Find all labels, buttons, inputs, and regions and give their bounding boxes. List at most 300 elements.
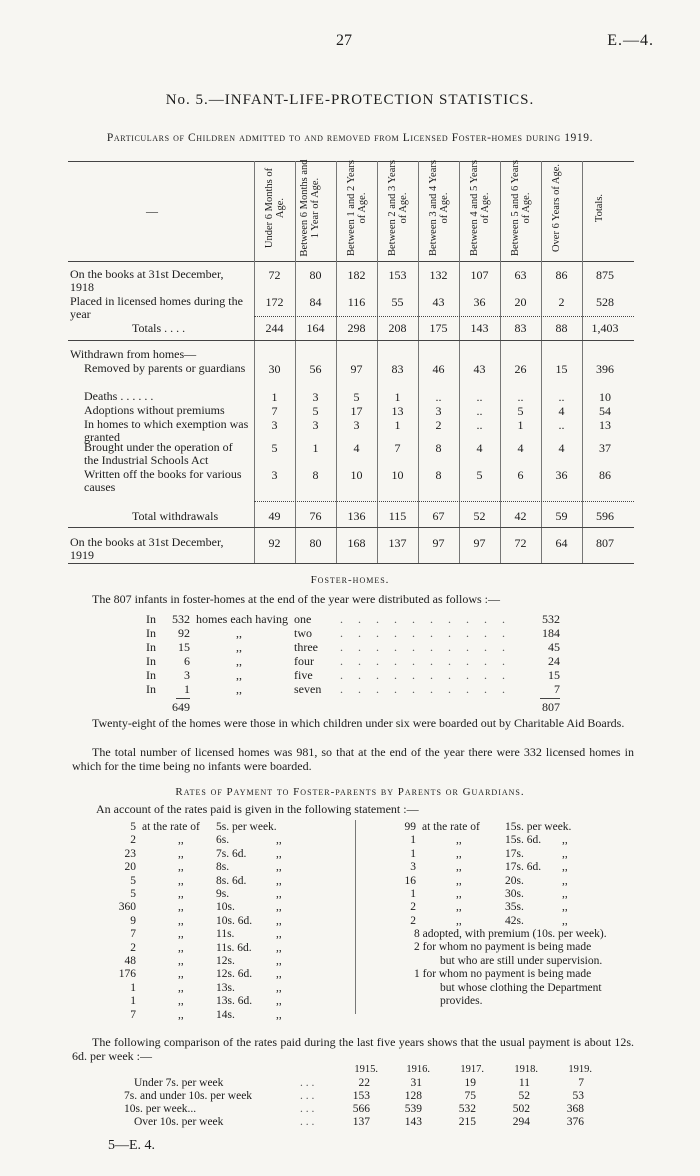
table-cell: 36 <box>473 295 486 309</box>
rate-value: 42s. <box>505 914 524 927</box>
table-cell: 175 <box>429 321 448 335</box>
dist-homes: 15 <box>178 640 190 654</box>
table-cell: .. <box>476 418 483 432</box>
table-cell: 86 <box>555 268 568 282</box>
row-label: Removed by parents or guardians <box>84 361 246 375</box>
table-cell: 528 <box>596 295 614 309</box>
dist-leader: . . . . . . . . . . <box>340 612 511 626</box>
comparison-cell: 376 <box>566 1116 584 1128</box>
comparison-cell: 53 <box>572 1090 584 1102</box>
rate-value: 10s. 6d. <box>216 914 253 927</box>
table-cell: 88 <box>555 321 568 335</box>
rate-at: ,, <box>178 995 184 1008</box>
comparison-label: Over 10s. per week <box>134 1116 224 1128</box>
table-cell: 43 <box>432 295 445 309</box>
row-label: Totals . . . . <box>132 321 186 335</box>
year-header: 1918. <box>514 1064 538 1075</box>
dist-count: 532 <box>542 612 560 626</box>
year-header: 1919. <box>568 1064 592 1075</box>
rate-ditto: ,, <box>276 834 282 847</box>
rate-count: 2 <box>410 914 416 927</box>
dist-pre: In <box>146 682 156 696</box>
rate-count: 1 <box>410 888 416 900</box>
table-cell: 136 <box>347 509 366 523</box>
rate-ditto: ,, <box>276 981 282 994</box>
comparison-cell: 502 <box>512 1103 530 1115</box>
table-cell: 5 <box>271 441 278 455</box>
withdrawals-rule <box>254 501 634 502</box>
rate-at: ,, <box>178 1008 184 1021</box>
rate-at: ,, <box>178 914 184 927</box>
rate-count: 1 <box>130 981 136 994</box>
dist-leader: . . . . . . . . . . <box>340 640 511 654</box>
rate-count: 5 <box>130 821 136 833</box>
rate-at: ,, <box>178 901 184 914</box>
rate-ditto: ,, <box>276 914 282 927</box>
table-cell: 86 <box>599 468 611 482</box>
table-cell: 208 <box>388 321 407 335</box>
comparison-cell: 294 <box>512 1116 530 1128</box>
rate-at: ,, <box>178 834 184 847</box>
table-bottom-rule <box>68 563 634 564</box>
rate-count: 48 <box>124 955 136 967</box>
dist-mid: ,, <box>236 654 242 668</box>
dist-count: 7 <box>554 682 560 696</box>
table-cell: 5 <box>312 404 319 418</box>
column-header: Between 4 and 5 Years of Age. <box>468 160 491 256</box>
table-cell: 116 <box>347 295 366 309</box>
table-cell: 7 <box>271 404 278 418</box>
table-cell: 164 <box>306 321 325 335</box>
row-label: On the books at 31st December, 1919 <box>70 535 224 562</box>
table-cell: 84 <box>309 295 322 309</box>
rate-value: 12s. 6d. <box>216 968 253 981</box>
table-cell: 37 <box>599 441 611 455</box>
table-subtitle: Particulars of Children admitted to and removed from Licensed Foster-homes during 1919. <box>106 132 594 144</box>
table-cell: 13 <box>599 418 611 432</box>
table-cell: 168 <box>347 536 366 550</box>
rate-value: 15s. 6d. <box>505 834 542 847</box>
dist-mid: ,, <box>236 668 242 682</box>
table-cell: 26 <box>514 362 527 376</box>
rate-at: ,, <box>456 901 462 914</box>
table-cell: 36 <box>555 468 568 482</box>
table-cell: 92 <box>268 536 281 550</box>
table-cell: 5 <box>517 404 524 418</box>
rate-value: 15s. per week. <box>505 821 572 833</box>
rate-count: 16 <box>404 874 416 887</box>
rate-value: 10s. <box>216 901 235 914</box>
rate-ditto: ,, <box>562 901 568 914</box>
rate-value: 14s. <box>216 1008 235 1021</box>
comparison-label: 10s. per week... <box>124 1103 197 1115</box>
foster-paragraph-1: Twenty-eight of the homes were those in which children under six were boarded out by Charitable Aid Boards. <box>92 716 625 730</box>
table-cell: 132 <box>429 268 448 282</box>
page-number: 27 <box>336 32 352 49</box>
row-label: Placed in licensed homes during the year <box>70 294 243 321</box>
comparison-leader: . . . <box>300 1116 315 1128</box>
column-header: Between 2 and 3 Years of Age. <box>386 160 409 256</box>
table-cell: 298 <box>347 321 366 335</box>
rate-count: 9 <box>130 914 136 927</box>
table-cell: .. <box>476 404 483 418</box>
rate-at: ,, <box>456 834 462 847</box>
comparison-cell: 75 <box>464 1090 476 1102</box>
dist-total-rule <box>540 698 560 699</box>
rate-count: 2 <box>130 941 136 954</box>
table-cell: 72 <box>514 536 527 550</box>
table-cell: .. <box>476 390 483 404</box>
table-cell: 396 <box>596 362 614 376</box>
table-cell: 20 <box>514 295 527 309</box>
rate-ditto: ,, <box>276 968 282 981</box>
table-cell: 3 <box>312 418 319 432</box>
table-cell: 56 <box>309 362 322 376</box>
rate-ditto: ,, <box>276 874 282 887</box>
page-footer: 5—E. 4. <box>108 1138 156 1153</box>
table-cell: 3 <box>312 390 319 404</box>
rate-ditto: ,, <box>276 928 282 941</box>
comparison-cell: 31 <box>410 1077 422 1089</box>
table-cell: 8 <box>435 441 442 455</box>
table-cell: 63 <box>514 268 527 282</box>
rate-value: 13s. 6d. <box>216 995 253 1008</box>
dist-pre: In <box>146 654 156 668</box>
table-cell: 10 <box>599 390 611 404</box>
rate-ditto: ,, <box>562 861 568 874</box>
table-cell: 137 <box>388 536 407 550</box>
table-cell: 52 <box>473 509 486 523</box>
comparison-leader: . . . <box>300 1077 315 1089</box>
rate-at: ,, <box>178 928 184 941</box>
rate-ditto: ,, <box>562 914 568 927</box>
table-cell: 182 <box>347 268 366 282</box>
dist-count: 45 <box>548 640 560 654</box>
dist-total-homes: 649 <box>172 700 190 714</box>
rate-value: 17s. 6d. <box>505 861 542 874</box>
table-cell: 43 <box>473 362 486 376</box>
rate-count: 2 <box>130 834 136 847</box>
rate-value: 8s. 6d. <box>216 874 247 887</box>
table-cell: 6 <box>517 468 524 482</box>
table-cell: 153 <box>388 268 407 282</box>
dist-mid: ,, <box>236 682 242 696</box>
column-header: Between 1 and 2 Years of Age. <box>345 160 368 256</box>
dist-leader: . . . . . . . . . . <box>340 654 511 668</box>
comparison-cell: 128 <box>404 1090 422 1102</box>
rate-ditto: ,, <box>276 847 282 860</box>
table-cell: 4 <box>353 441 360 455</box>
rate-ditto: ,, <box>276 861 282 874</box>
dist-kind: four <box>294 654 314 668</box>
dist-kind: three <box>294 640 318 654</box>
year-header: 1917. <box>460 1064 484 1075</box>
foster-intro: The 807 infants in foster-homes at the end of the year were distributed as follows :— <box>92 592 500 606</box>
rate-value: 11s. 6d. <box>216 941 252 954</box>
rates-intro: An account of the rates paid is given in the following statement :— <box>96 802 419 816</box>
table-cell: 1 <box>271 390 278 404</box>
table-cell: 807 <box>596 536 614 550</box>
dist-mid: ,, <box>236 640 242 654</box>
dist-kind: seven <box>294 682 322 696</box>
rate-count: 20 <box>124 861 136 874</box>
rate-at: ,, <box>178 874 184 887</box>
table-cell: 97 <box>350 362 363 376</box>
column-header: Between 5 and 6 Years of Age. <box>509 160 532 256</box>
row-label: On the books at 31st December, 1918 <box>70 267 224 294</box>
table-cell: 1 <box>517 418 524 432</box>
table-cell: 1 <box>312 441 319 455</box>
table-cell: 1 <box>394 390 401 404</box>
comparison-cell: 215 <box>458 1116 476 1128</box>
rates-heading: Rates of Payment to Foster-parents by Parents or Guardians. <box>175 786 525 798</box>
column-header: Totals. <box>594 193 605 223</box>
rate-value: 5s. per week. <box>216 821 277 833</box>
rate-ditto: ,, <box>276 995 282 1008</box>
table-cell: 7 <box>394 441 401 455</box>
rate-count: 23 <box>124 847 136 860</box>
table-cell: 4 <box>476 441 483 455</box>
table-cell: 15 <box>555 362 568 376</box>
rate-note: 8 adopted, with premium (10s. per week). <box>414 928 607 940</box>
rate-note: 1 for whom no payment is being made <box>414 968 592 981</box>
table-cell: 46 <box>432 362 445 376</box>
rate-ditto: ,, <box>562 847 568 860</box>
rate-ditto: ,, <box>562 888 568 900</box>
column-header: Over 6 Years of Age. <box>550 163 562 253</box>
rate-count: 2 <box>410 901 416 914</box>
rate-at: at the rate of <box>142 821 200 833</box>
table-cell: 64 <box>555 536 568 550</box>
page-title: No. 5.—INFANT-LIFE-PROTECTION STATISTICS. <box>165 92 535 108</box>
table-cell: 83 <box>514 321 527 335</box>
rate-value: 35s. <box>505 901 524 914</box>
comparison-intro: The following comparison of the rates paid during the last five years shows that the usual payment is about 12s. 6d. per week :— <box>72 1035 634 1063</box>
comparison-cell: 153 <box>352 1090 370 1102</box>
table-cell: 3 <box>271 468 278 482</box>
rate-ditto: ,, <box>276 888 282 900</box>
rate-ditto: ,, <box>276 901 282 914</box>
table-cell: 55 <box>391 295 404 309</box>
rate-note: 2 for whom no payment is being made <box>414 941 592 954</box>
rates-column-divider <box>355 820 356 1014</box>
rate-value: 8s. <box>216 861 230 874</box>
rate-at: ,, <box>456 888 462 900</box>
rate-count: 1 <box>130 995 136 1008</box>
table-cell: 80 <box>309 268 322 282</box>
comparison-leader: . . . <box>300 1090 315 1102</box>
rate-value: 9s. <box>216 888 230 900</box>
dist-pre: In <box>146 626 156 640</box>
table-cell: 172 <box>265 295 284 309</box>
dist-total-count: 807 <box>542 700 560 714</box>
rate-at: ,, <box>456 914 462 927</box>
table-cell: .. <box>517 390 524 404</box>
comparison-cell: 137 <box>352 1116 370 1128</box>
rate-count: 1 <box>410 847 416 860</box>
row-label: In homes to which exemption was granted <box>84 417 249 444</box>
rate-count: 176 <box>118 968 136 981</box>
table-cell: .. <box>558 418 565 432</box>
table-cell: 97 <box>473 536 486 550</box>
dist-homes: 6 <box>184 654 190 668</box>
table-cell: 10 <box>391 468 404 482</box>
dist-homes: 532 <box>172 612 190 626</box>
rate-count: 1 <box>410 834 416 847</box>
rate-count: 3 <box>410 861 416 874</box>
rate-at: at the rate of <box>422 821 480 833</box>
table-cell: 5 <box>353 390 360 404</box>
table-cell: 3 <box>271 418 278 432</box>
foster-paragraph-2: The total number of licensed homes was 981, so that at the end of the year there were 332 licensed homes in which for the time being no infants were boarded. <box>72 745 634 773</box>
table-cell: 49 <box>268 509 281 523</box>
table-cell: 2 <box>435 418 442 432</box>
dist-mid: ,, <box>236 626 242 640</box>
table-header-rule <box>68 261 634 262</box>
dist-count: 184 <box>542 626 560 640</box>
table-cell: 4 <box>558 441 565 455</box>
dist-homes: 3 <box>184 668 190 682</box>
dist-kind: one <box>294 612 312 626</box>
table-cell: 80 <box>309 536 322 550</box>
rate-at: ,, <box>456 874 462 887</box>
rate-count: 99 <box>404 821 416 833</box>
rate-ditto: ,, <box>276 1008 282 1021</box>
rate-count: 7 <box>130 1008 136 1021</box>
dist-kind: five <box>294 668 313 682</box>
rate-note: but who are still under supervision. <box>440 954 603 967</box>
comparison-label: 7s. and under 10s. per week <box>124 1090 253 1102</box>
column-header: Under 6 Months of Age. <box>263 167 286 249</box>
rate-value: 30s. <box>505 888 524 900</box>
table-cell: .. <box>558 390 565 404</box>
rate-ditto: ,, <box>562 834 568 847</box>
dist-pre: In <box>146 612 156 626</box>
rate-at: ,, <box>456 861 462 874</box>
document-reference: E.—4. <box>607 32 654 49</box>
table-cell: 5 <box>476 468 483 482</box>
rate-note: provides. <box>440 995 483 1007</box>
comparison-cell: 539 <box>404 1103 422 1115</box>
dist-leader: . . . . . . . . . . <box>340 682 511 696</box>
dist-pre: In <box>146 668 156 682</box>
rate-value: 17s. <box>505 847 524 860</box>
table-cell: 3 <box>353 418 360 432</box>
table-cell: 1 <box>394 418 401 432</box>
rate-value: 20s. <box>505 874 524 887</box>
rate-count: 5 <box>130 888 136 900</box>
table-cell: 596 <box>596 509 614 523</box>
foster-homes-heading: Foster-homes. <box>310 574 390 586</box>
dist-kind: two <box>294 626 312 640</box>
table-cell: 10 <box>350 468 363 482</box>
subtotal-rule <box>254 316 634 317</box>
rate-at: ,, <box>456 847 462 860</box>
rate-at: ,, <box>178 847 184 860</box>
rate-at: ,, <box>178 968 184 981</box>
dist-mid: homes each having <box>196 612 288 626</box>
table-cell: 83 <box>391 362 404 376</box>
rate-value: 11s. <box>216 928 235 941</box>
table-cell: 244 <box>265 321 284 335</box>
table-cell: 2 <box>558 295 565 309</box>
rate-at: ,, <box>178 861 184 874</box>
table-cell: 30 <box>268 362 281 376</box>
table-cell: 1,403 <box>591 321 619 335</box>
rate-ditto: ,, <box>276 955 282 967</box>
table-cell: 67 <box>432 509 445 523</box>
dist-pre: In <box>146 640 156 654</box>
dist-leader: . . . . . . . . . . <box>340 668 511 682</box>
table-cell: 72 <box>268 268 281 282</box>
comparison-cell: 566 <box>352 1103 370 1115</box>
rate-value: 13s. <box>216 981 235 994</box>
rate-at: ,, <box>178 981 184 994</box>
rate-at: ,, <box>178 888 184 900</box>
comparison-cell: 368 <box>566 1103 584 1115</box>
rate-count: 5 <box>130 874 136 887</box>
comparison-cell: 11 <box>518 1077 530 1089</box>
table-cell: .. <box>435 390 442 404</box>
table-corner-dash: — <box>146 204 158 218</box>
rate-at: ,, <box>178 955 184 967</box>
rate-count: 360 <box>118 901 136 914</box>
comparison-label: Under 7s. per week <box>134 1077 224 1089</box>
row-label: Adoptions without premiums <box>84 403 225 417</box>
table-cell: 17 <box>350 404 363 418</box>
rate-value: 6s. <box>216 834 230 847</box>
dist-homes: 92 <box>178 626 190 640</box>
rate-ditto: ,, <box>276 941 282 954</box>
withdrawals-total-rule <box>68 527 634 528</box>
row-label: Withdrawn from homes— <box>70 347 197 361</box>
row-label: Total withdrawals <box>132 509 219 523</box>
table-cell: 3 <box>435 404 442 418</box>
comparison-cell: 52 <box>518 1090 530 1102</box>
table-cell: 54 <box>599 404 611 418</box>
totals-rule <box>68 340 634 341</box>
table-cell: 4 <box>517 441 524 455</box>
table-cell: 8 <box>435 468 442 482</box>
table-cell: 107 <box>470 268 489 282</box>
comparison-cell: 19 <box>464 1077 476 1089</box>
comparison-cell: 7 <box>578 1077 584 1089</box>
rate-value: 7s. 6d. <box>216 847 247 860</box>
rate-count: 7 <box>130 928 136 941</box>
rate-value: 12s. <box>216 955 235 967</box>
dist-count: 15 <box>548 668 560 682</box>
row-label: Brought under the operation of the Industrial Schools Act <box>84 440 233 467</box>
table-cell: 8 <box>312 468 319 482</box>
table-cell: 42 <box>514 509 527 523</box>
dist-count: 24 <box>548 654 560 668</box>
year-header: 1915. <box>354 1064 378 1075</box>
column-header: Between 3 and 4 Years of Age. <box>427 160 450 256</box>
table-cell: 76 <box>309 509 322 523</box>
comparison-cell: 22 <box>358 1077 370 1089</box>
row-label: Deaths . . . . . . <box>84 389 154 403</box>
column-header: Between 6 Months and 1 Year of Age. <box>299 159 321 257</box>
table-cell: 4 <box>558 404 565 418</box>
table-cell: 13 <box>391 404 404 418</box>
dist-leader: . . . . . . . . . . <box>340 626 511 640</box>
table-cell: 97 <box>432 536 445 550</box>
rate-ditto: ,, <box>562 874 568 887</box>
comparison-cell: 532 <box>458 1103 476 1115</box>
comparison-leader: . . . <box>300 1103 315 1115</box>
dist-homes: 1 <box>184 682 190 696</box>
table-cell: 875 <box>596 268 614 282</box>
